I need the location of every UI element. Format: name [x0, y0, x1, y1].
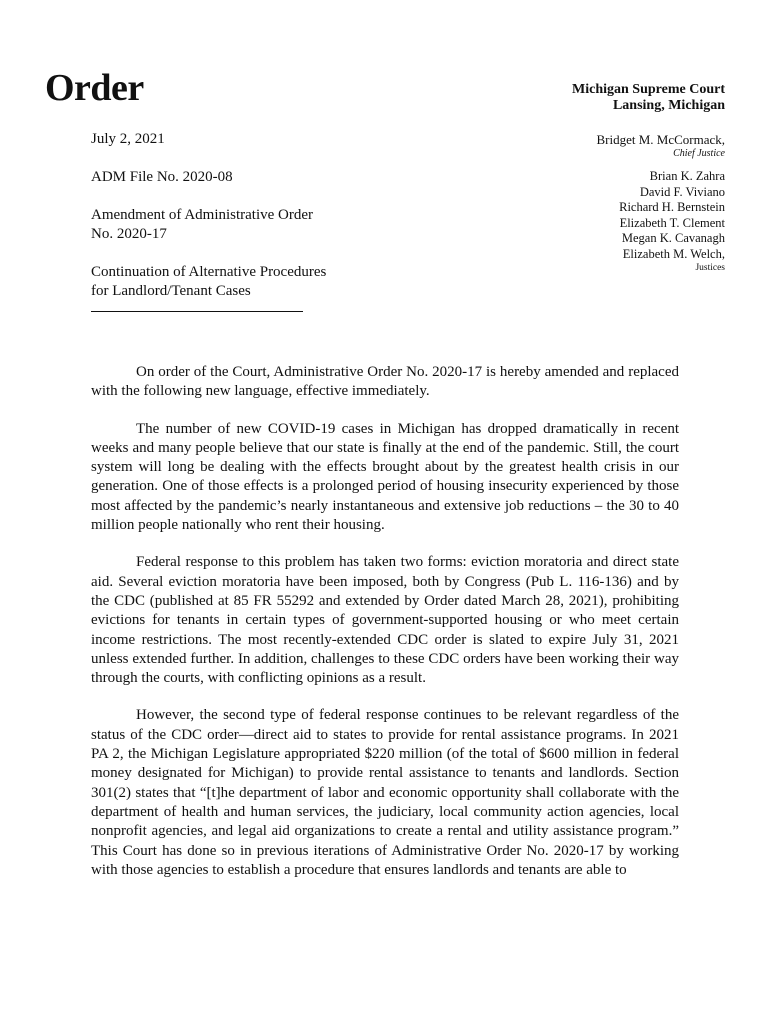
- chief-justice-name: Bridget M. McCormack,: [596, 132, 725, 147]
- justice-name: David F. Viviano: [639, 184, 725, 199]
- justice-name: Richard H. Bernstein: [619, 200, 725, 214]
- justices-title: Justices: [695, 263, 725, 273]
- justice-name: Brian K. Zahra: [649, 169, 725, 183]
- body-paragraph: Federal response to this problem has taken two forms: eviction moratoria and direct state aid. Several eviction moratoria have been imposed, both by Congress (Pub L. 116-136) and by the CDC (published at 85 FR 55292 and extended by Order dated March 28, 2021), prohibiting evictions for tenants in certain types of government-supported housing or who meet certain income restrictions. The most recently-extended CDC order is slated to expire July 31, 2021 unless extended further. In addition, challenges to these CDC orders have been working their way through the courts, with conflicting opinions as a result.: [91, 554, 679, 687]
- order-meta: [91, 130, 331, 312]
- amendment-title: Amendment of Administrative Order No. 2020-17: [91, 207, 314, 242]
- body-paragraph: However, the second type of federal response continues to be relevant regardless of the status of the CDC order—direct aid to states to provide for rental assistance programs. In 2021 PA 2, the Michigan Legislature appropriated $220 million (of the total of $600 million in federal money designated for Michigan) to provide rental assistance to tenants and landlords. Section 301(2) states that “[t]he department of labor and economic opportunity shall collaborate with the department of health and human services, the judiciary, local community action agencies, local nonprofit agencies, and legal aid organizations to create a rental and utility assistance program.” This Court has done so in previous iterations of Administrative Order No. 2020-17 by working with those agencies to establish a procedure that ensures landlords and tenants are able to: [91, 707, 679, 878]
- chief-justice-title: Chief Justice: [673, 148, 725, 159]
- justice-name: Elizabeth T. Clement: [619, 215, 725, 230]
- order-date: July 2, 2021: [91, 131, 165, 147]
- justice-name: Elizabeth M. Welch,: [622, 246, 725, 261]
- body-paragraph: On order of the Court, Administrative Order No. 2020-17 is hereby amended and replaced with the following new language, effective immediately.: [91, 364, 679, 400]
- order-title: Order: [45, 67, 144, 109]
- chief-justice-block: [596, 132, 725, 160]
- court-name: Michigan Supreme Court: [572, 82, 725, 97]
- body-paragraph: The number of new COVID-19 cases in Michigan has dropped dramatically in recent weeks and many people believe that our state is finally at the end of the pandemic. Still, the court system will long be dealing with the effects brought about by the greatest health crisis in our generation. One of those effects is a prolonged period of housing insecurity experienced by those most affected by the pandemic’s nearly instantaneous and extensive job reductions – the 30 to 40 million people nationally who rent their housing.: [91, 420, 679, 534]
- order-body: [91, 363, 679, 880]
- court-location: Lansing, Michigan: [612, 98, 725, 113]
- court-info: [572, 82, 725, 114]
- justice-name: Megan K. Cavanagh: [621, 231, 725, 245]
- justices-list: [619, 169, 725, 275]
- separator-rule: [91, 311, 303, 312]
- adm-file-number: ADM File No. 2020-08: [91, 169, 233, 185]
- continuation-title: Continuation of Alternative Procedures for Landlord/Tenant Cases: [91, 264, 327, 299]
